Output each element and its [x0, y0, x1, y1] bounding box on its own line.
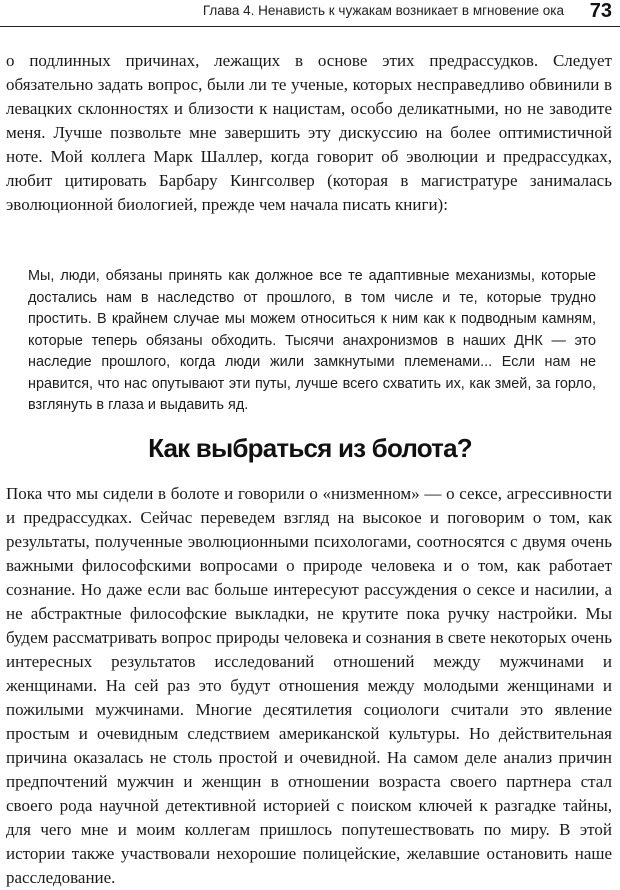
chapter-title: Глава 4. Ненависть к чужакам возникает в мгновение ока: [202, 3, 564, 18]
section-heading: Как выбраться из болота?: [148, 433, 472, 463]
body-paragraph-2: Пока что мы сидели в болоте и говорили о «низменном» — о сексе, агрессивности и предрассудках. Сейчас переведем взгляд на высокое и поговорим о том, как результаты, полученные эволюционными психологами, соотносятся с двумя очень важными философскими вопросами о природе человека и о том, как работает сознание. Но даже если вас больше интересуют рассуждения о сексе и насилии, а не абстрактные философские выкладки, не крутите пока ручку настройки. Мы будем рассматривать вопрос природы человека и сознания в свете некоторых очень интересных результатов исследований отношений между мужчинами и женщинами. На сей раз это будут отношения между молодыми женщинами и пожилыми мужчинами. Многие десятилетия социологи считали это явление простым и очевидным следствием американской культуры. Но действительная причина оказалась не столь простой и очевидной. На самом деле анализ причин предпочтений мужчин и женщин в отношении возраста своего партнера стал своего рода научной детективной историей с поиском ключей к разгадке тайны, для чего мне и моим коллегам пришлось попутешествовать по миру. В этой истории также участвовали нехорошие полицейские, желавшие остановить наше расследование.: [6, 484, 612, 887]
block-quote: Мы, люди, обязаны принять как должное все те адаптивные механизмы, которые достались нам в наследство от прошлого, в том числе и те, которые трудно простить. В крайнем случае мы можем относиться к ним как к подводным камням, которые теперь обязаны обходить. Тысячи анахронизмов в наших ДНК — это наследие прошлого, когда люди жили замкнутыми племенами... Если нам не нравится, что нас опутывают эти путы, лучше всего схватить их, как змей, за горло, взглянуть в глаза и выдавить яд.: [28, 268, 596, 413]
running-header: [0, 0, 620, 27]
page-number: 73: [589, 0, 612, 22]
body-paragraph-1: о подлинных причинах, лежащих в основе этих предрассудков. Следует обязательно задать вопрос, были ли те ученые, которых несправедливо обвинили в левацких склонностях и близости к нацистам, особо деликатными, но не заводите меня. Лучше позвольте мне завершить эту дискуссию на более оптимистичной ноте. Мой коллега Марк Шаллер, когда говорит об эволюции и предрассудках, любит цитировать Барбару Кингсолвер (которая в магистратуре занималась эволюционной биологией, прежде чем начала писать книги):: [6, 51, 612, 214]
